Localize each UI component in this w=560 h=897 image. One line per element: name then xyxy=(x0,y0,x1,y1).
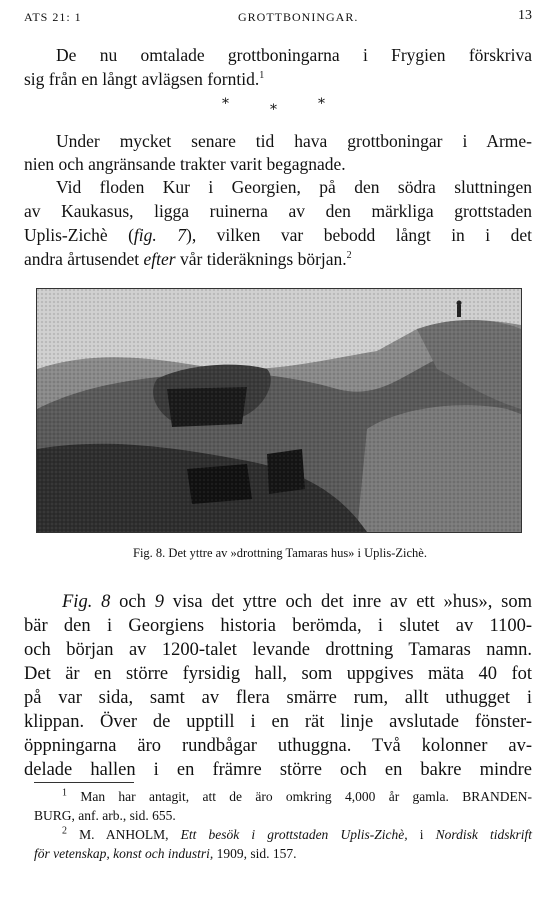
journal-reference: ATS 21: 1 xyxy=(24,10,82,24)
paragraph-1-line-2 xyxy=(24,68,532,90)
paragraph-4-line-6: klippan. Över de upptill i en rät linje avslutade fönster- xyxy=(24,712,532,732)
paragraph-4-line-7: öppningarna äro rundbågar uthuggna. Två kolonner av- xyxy=(24,736,532,756)
footnote-2-number: 2 xyxy=(62,825,67,837)
figure-reference-9: 9 xyxy=(154,592,164,612)
footnote-1-line-2: BURG, anf. arb., sid. 655. xyxy=(34,808,176,823)
footnote-2-author: M. ANHOLM, xyxy=(79,827,181,842)
footnote-2-journal: Nordisk tidskrift xyxy=(435,827,533,842)
footnote-1-number: 1 xyxy=(62,787,67,799)
footnote-1-text: Man har antagit, att de äro omkring 4,000 år gamla. BRANDEN- xyxy=(80,789,532,804)
paragraph-3-line-3-end: ), vilken var bebodd långt in i det xyxy=(186,225,533,245)
paragraph-4-line-1-end: visa det yttre och det inre av ett »hus», som xyxy=(163,592,532,612)
paragraph-3-line-2: av Kaukasus, ligga ruinerna av den märkliga grottstaden xyxy=(24,201,532,221)
figure-reference-8: Fig. 8 xyxy=(62,592,111,612)
footnote-2-title: Ett besök i grottstaden Uplis-Zichè, xyxy=(180,827,408,842)
paragraph-3-line-4-start: andra årtusendet xyxy=(24,249,144,269)
paragraph-4-line-1 xyxy=(62,590,532,614)
paragraph-4-line-1-and: och xyxy=(110,592,155,612)
footnote-2-journal-cont: för vetenskap, konst och industri, xyxy=(34,846,214,861)
running-header xyxy=(24,8,532,26)
footnote-1-line-1 xyxy=(62,788,532,806)
paragraph-3-line-3-start: Uplis-Zichè ( xyxy=(24,225,134,245)
paragraph-4-line-5: på var sida, samt av flera smärre rum, allt uthugget i xyxy=(24,688,532,708)
divider-star: * xyxy=(270,102,277,118)
footnote-2-line-2 xyxy=(34,845,532,863)
footnote-ref-1: 1 xyxy=(259,70,265,82)
footnote-2-in: i xyxy=(407,827,436,842)
paragraph-4-line-2: bär den i Georgiens historia berömda, i slutet av 1100- xyxy=(24,616,532,636)
figure-8-photograph xyxy=(36,288,522,533)
paragraph-4-line-4: Det är en större fyrsidig hall, som uppgives mäta 40 fot xyxy=(24,664,532,684)
footnote-2-year-page: 1909, sid. 157. xyxy=(213,846,297,861)
paragraph-2-line-1: Under mycket senare tid hava grottboningar i Arme- xyxy=(56,131,532,151)
page-number: 13 xyxy=(518,8,532,23)
divider-star: * xyxy=(222,96,229,112)
emphasis-efter: efter xyxy=(143,249,176,269)
running-title: GROTTBONINGAR. xyxy=(238,10,359,24)
footnote-2-line-1 xyxy=(62,826,532,844)
footnote-separator xyxy=(34,782,134,783)
section-divider-stars xyxy=(0,96,560,118)
figure-8-caption: Fig. 8. Det yttre av »drottning Tamaras hus» i Uplis-Zichè. xyxy=(133,546,427,560)
paragraph-1-line-1: De nu omtalade grottboningarna i Frygien förskriva xyxy=(56,45,532,65)
paragraph-4-line-3: och början av 1200-talet levande drottning Tamaras namn. xyxy=(24,640,532,660)
paragraph-4-line-8: delade hallen i en främre större och en bakre mindre xyxy=(24,760,532,780)
paragraph-3-line-4 xyxy=(24,248,532,270)
paragraph-2-line-2: nien och angränsande trakter varit begagnade. xyxy=(24,154,346,174)
rock-landscape-image xyxy=(37,289,521,532)
paragraph-3-line-4-end: vår tideräknings början. xyxy=(175,249,347,269)
divider-star: * xyxy=(318,96,325,112)
paragraph-1-line-2-text: sig från en långt avlägsen forntid. xyxy=(24,69,260,89)
figure-reference-7: fig. 7 xyxy=(133,225,186,245)
paragraph-3-line-3 xyxy=(24,224,532,246)
footnote-ref-2: 2 xyxy=(346,250,352,262)
paragraph-3-line-1: Vid floden Kur i Georgien, på den södra sluttningen xyxy=(56,177,532,197)
